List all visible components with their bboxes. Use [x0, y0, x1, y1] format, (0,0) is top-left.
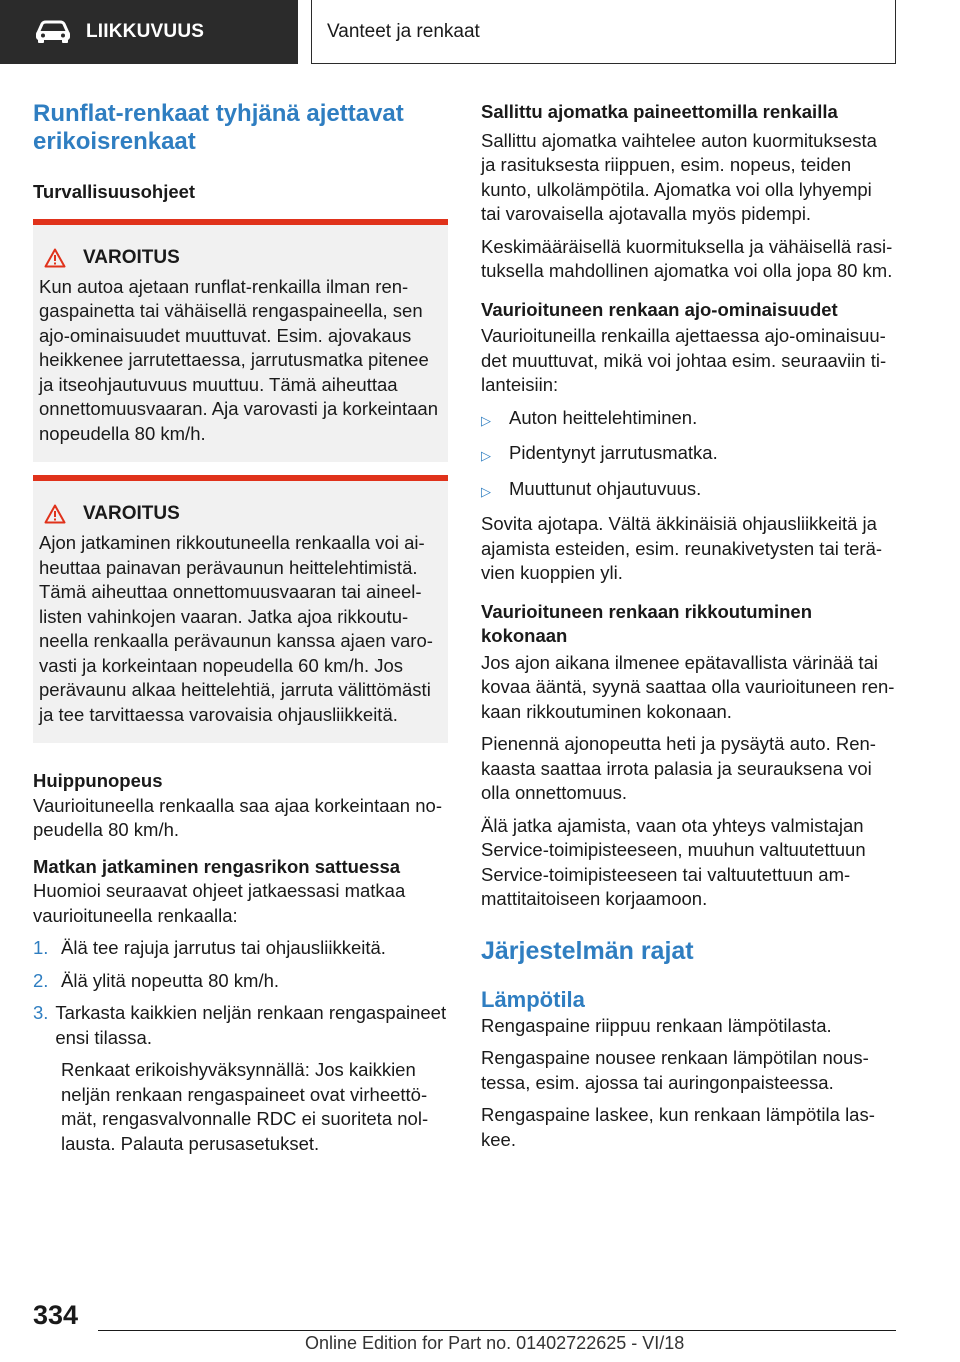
steps-list — [33, 936, 448, 1050]
warning-icon — [44, 504, 66, 524]
triangle-bullet-icon: ▷ — [481, 448, 491, 463]
range-heading: Sallittu ajomatka paineettomilla renkailla — [481, 101, 838, 122]
page-number: 334 — [33, 1300, 79, 1330]
right-column — [481, 100, 896, 1152]
bullet-list — [481, 406, 896, 505]
continue-heading: Matkan jatkaminen rengasrikon sattuessa — [33, 855, 401, 877]
max-speed-heading: Huippunopeus — [33, 770, 163, 791]
warning-icon — [44, 248, 66, 268]
temperature-text: Rengaspaine riippuu renkaan lämpötilasta. — [481, 1014, 832, 1036]
triangle-bullet-icon: ▷ — [481, 483, 491, 499]
left-column — [33, 100, 448, 1156]
list-item: 2. Älä ylitä nopeutta 80 km/h. — [33, 969, 280, 991]
car-icon — [34, 19, 72, 45]
damaged-heading: Vaurioituneen renkaan ajo-ominaisuudet — [481, 298, 838, 320]
range-text: Sallittu ajomatka vaihtelee auton kuormituksesta ja rasituksesta riippuen, esim. nopeus, teiden kunto, ulkolämpötila. Ajomatka voi olla lyhyempi tai varovaisella ajotavalla myös pidempi. — [481, 129, 877, 224]
chapter-title: Vanteet ja renkaat — [327, 20, 480, 42]
page-title: Runflat-renkaat tyhjänä ajettavat erikoisrenkaat — [33, 100, 404, 155]
failure-heading: Vaurioituneen renkaan rikkoutuminen kokonaan — [481, 600, 813, 646]
warning-text: Kun autoa ajetaan runflat-renkailla ilman rengaspainetta tai vähäisellä rengaspaineella, sen ajo-ominaisuudet muuttuvat. Esim. ajovakaus heikkenee jarrutettaessa, jarrutusmatka pitenee ja itseohjautuvuus muuttuu. Tämä aiheuttaa onnettomuusvaaran. Aja varovasti ja korkeintaan nopeudella 80 km/h. — [39, 275, 439, 444]
edition-text: Online Edition for Part no. 01402722625 - VI/18 — [305, 1333, 685, 1353]
failure-text: Pienennä ajonopeutta heti ja pysäytä auto. Renkaasta saattaa irrota palasia ja seurauksena voi olla onnettomuus. — [481, 733, 876, 803]
warning-box — [33, 475, 448, 743]
temperature-text: Rengaspaine nousee renkaan lämpötilan noustessa, esim. ajossa tai auringonpaisteessa. — [481, 1047, 869, 1093]
safety-heading: Turvallisuusohjeet — [33, 181, 196, 202]
footer-divider — [98, 1330, 896, 1331]
list-item: ▷ Auton heittelehtiminen. — [481, 406, 896, 434]
range-text: Keskimääräisellä kuormituksella ja vähäisellä rasituksella mahdollinen ajomatka voi olla jopa 80 km. — [481, 235, 893, 281]
adjust-text: Sovita ajotapa. Vältä äkkinäisiä ohjausliikkeitä ja ajamista esteiden, esim. reunakivetysten tai terävien kuoppien yli. — [481, 513, 883, 583]
step-note: Renkaat erikoishyväksynnällä: Jos kaikkien neljän renkaan rengaspaineet ovat virheettömät, rengasvalvonnalle RDC ei suoriteta nollausta. Palauta perusasetukset. — [61, 1059, 429, 1154]
warning-title: VAROITUS — [83, 246, 180, 268]
continue-text: Huomioi seuraavat ohjeet jatkaessasi matkaa vaurioituneella renkaalla: — [33, 880, 406, 926]
chapter-header — [311, 0, 896, 64]
temperature-heading: Lämpötila — [481, 986, 585, 1012]
warning-text: Ajon jatkaminen rikkoutuneella renkaalla voi aiheuttaa painavan perävaunun heittelehtimistä. Tämä aiheuttaa onnettomuusvaaran tai aineellisten vahinkojen vaaran. Jatka ajoa rikkoutuneella renkaalla perävaunun kanssa ajaen varovasti ja korkeintaan nopeudella 60 km/h. Jos perävaunu alkaa heittelehtiä, jarruta välittömästi ja tee tarvittaessa varovaisia ohjausliikkeitä. — [39, 532, 433, 725]
triangle-bullet-icon: ▷ — [481, 412, 491, 428]
list-item: ▷ Muuttunut ohjautuvuus. — [481, 477, 896, 505]
temperature-text: Rengaspaine laskee, kun renkaan lämpötila laskee. — [481, 1104, 875, 1150]
warning-title: VAROITUS — [83, 503, 180, 524]
list-item: ▷ Pidentynyt jarrutusmatka. — [481, 441, 896, 469]
list-item: 3. Tarkasta kaikkien neljän renkaan rengaspaineet ensi tilassa. — [33, 1002, 447, 1048]
limits-heading: Järjestelmän rajat — [481, 936, 694, 965]
damaged-text: Vaurioituneilla renkailla ajettaessa ajo-ominaisuudet muuttuvat, mikä voi johtaa esim. seuraaviin tilanteisiin: — [481, 325, 887, 395]
list-item: 1. Älä tee rajuja jarrutus tai ohjausliikkeitä. — [33, 937, 386, 958]
failure-text: Jos ajon aikana ilmenee epätavallista värinää tai kovaa ääntä, syynä saattaa olla vaurioituneen renkaan rikkoutuminen kokonaan. — [481, 651, 895, 722]
max-speed-text: Vaurioituneella renkaalla saa ajaa korkeintaan nopeudella 80 km/h. — [33, 794, 442, 840]
failure-text: Älä jatka ajamista, vaan ota yhteys valmistajan Service-toimipisteeseen, muuhun valtuutettuun Service-toimipisteeseen tai valtuutettuun ammattitaitoiseen korjaamoon. — [481, 814, 866, 909]
warning-box — [33, 219, 448, 463]
section-title: LIIKKUVUUS — [86, 21, 205, 42]
section-header — [0, 0, 298, 64]
